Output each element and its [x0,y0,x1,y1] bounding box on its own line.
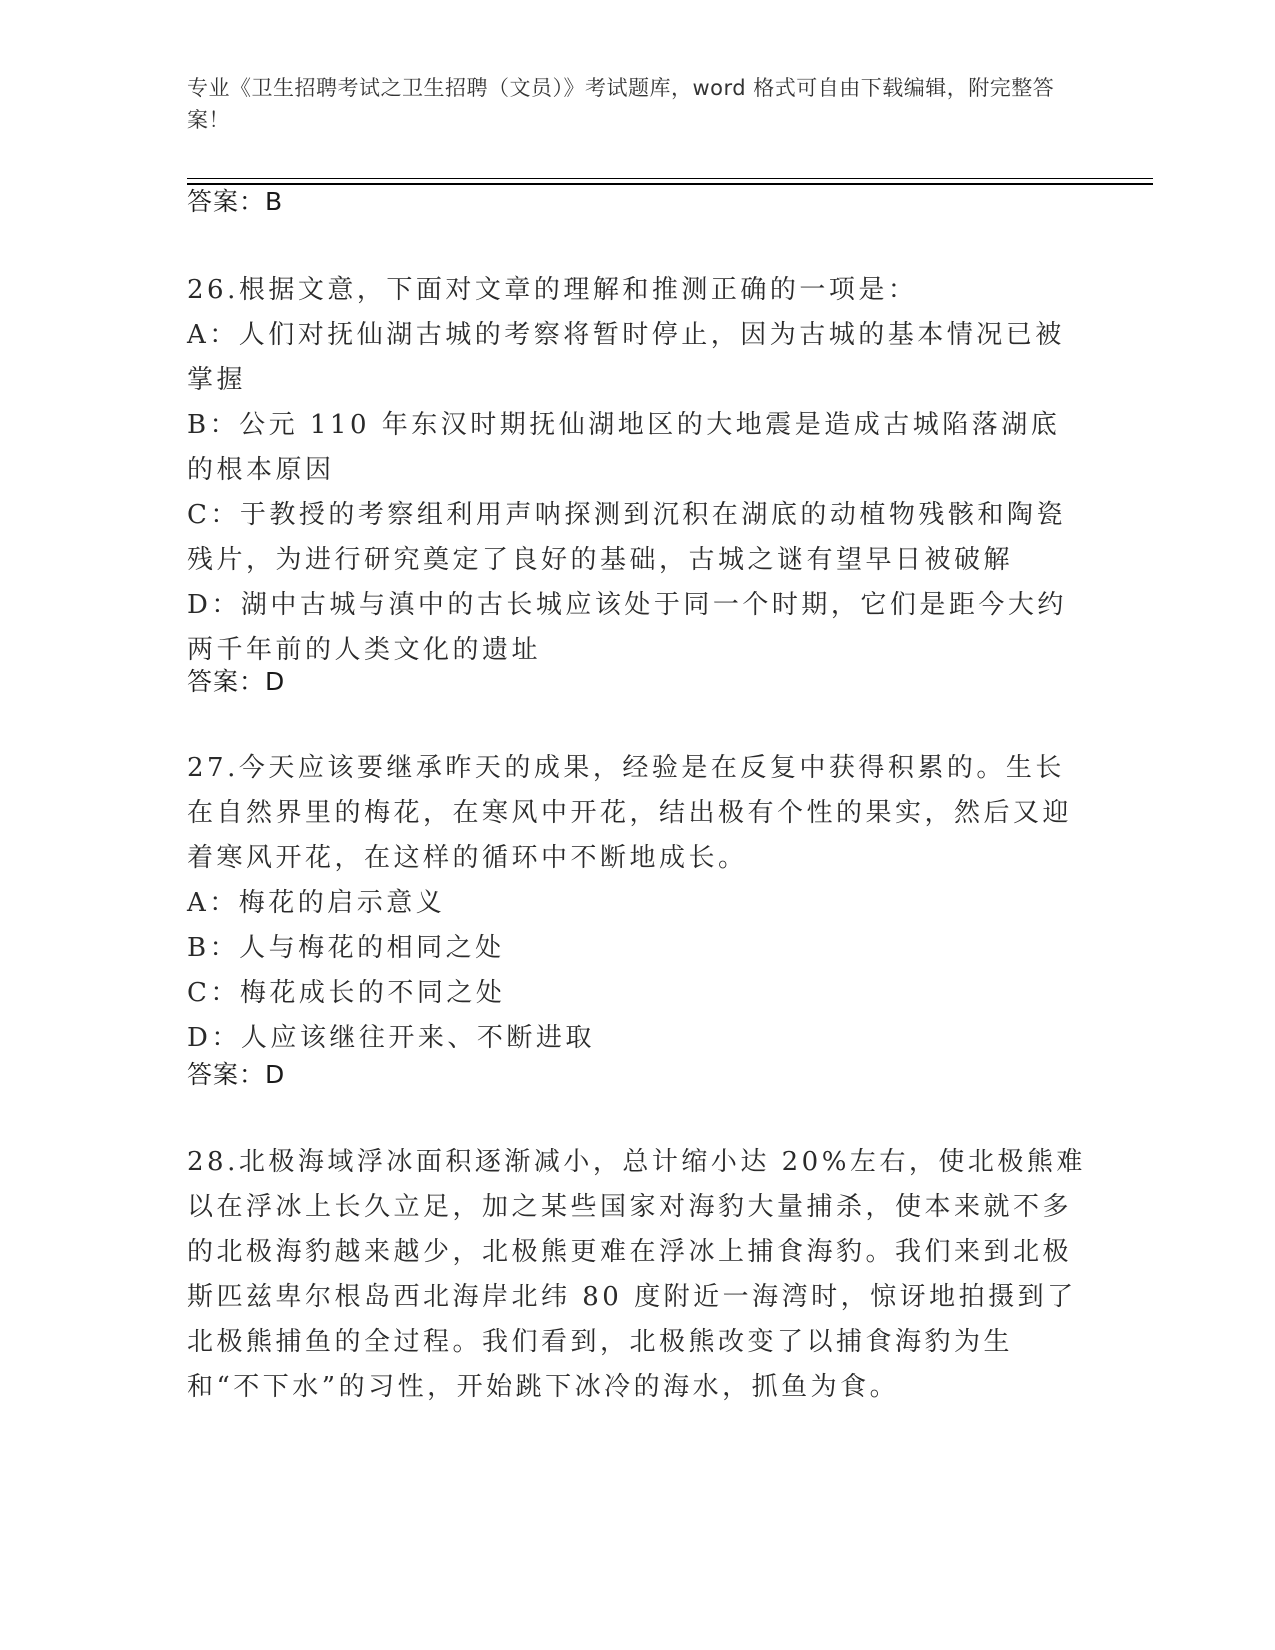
document-header [187,72,1087,136]
option-d: D：湖中古城与滇中的古长城应该处于同一个时期，它们是距今大约两千年前的人类文化的遗址 [187,590,1067,665]
question-stem: 26.根据文意，下面对文章的理解和推测正确的一项是： [187,275,918,305]
header-divider-thin [187,178,1153,179]
answer-q27: 答案：D [187,1060,286,1089]
option-a: A：梅花的启示意义 [187,888,446,918]
answer-q25: 答案：B [187,187,284,216]
option-c: C：梅花成长的不同之处 [187,978,506,1008]
option-a: A：人们对抚仙湖古城的考察将暂时停止，因为古城的基本情况已被掌握 [187,320,1065,395]
question-28 [187,1140,1087,1410]
question-stem: 27.今天应该要继承昨天的成果，经验是在反复中获得积累的。生长在自然界里的梅花，在寒风中开花，结出极有个性的果实，然后又迎着寒风开花，在这样的循环中不断地成长。 [187,753,1073,873]
header-text: 专业《卫生招聘考试之卫生招聘（文员）》考试题库，word 格式可自由下载编辑，附完整答案！ [187,76,1055,132]
header-divider-thick [187,183,1153,185]
question-27 [187,746,1087,1061]
answer-q26: 答案：D [187,667,286,696]
question-26 [187,268,1087,673]
option-b: B：公元 110 年东汉时期抚仙湖地区的大地震是造成古城陷落湖底的根本原因 [187,410,1061,485]
option-d: D：人应该继往开来、不断进取 [187,1023,595,1053]
question-stem: 28.北极海域浮冰面积逐渐减小，总计缩小达 20%左右，使北极熊难以在浮冰上长久立足，加之某些国家对海豹大量捕杀，使本来就不多的北极海豹越来越少，北极熊更难在浮冰上捕食海豹。我们来到北极斯匹兹卑尔根岛西北海岸北纬 80 度附近一海湾时，惊讶地拍摄到了北极熊捕鱼的全过程。我们看到，北极熊改变了以捕食海豹为生和“不下水”的习性，开始跳下冰冷的海水，抓鱼为食。 [187,1147,1086,1402]
option-b: B：人与梅花的相同之处 [187,933,505,963]
option-c: C：于教授的考察组利用声呐探测到沉积在湖底的动植物残骸和陶瓷残片，为进行研究奠定了良好的基础，古城之谜有望早日被破解 [187,500,1066,575]
